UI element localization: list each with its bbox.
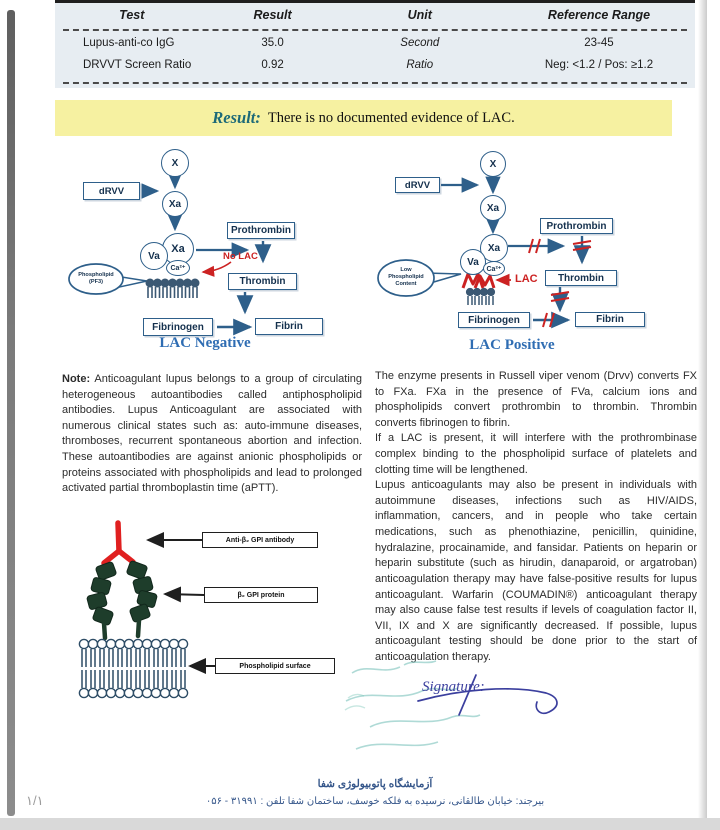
- note-label: Note:: [62, 373, 91, 385]
- phospholipid-bubble-label: Phospholipid (PF3): [78, 272, 114, 285]
- node-prothrombin: Prothrombin: [540, 218, 613, 234]
- result-banner-text: There is no documented evidence of LAC.: [267, 109, 515, 126]
- lac-negative-title: LAC Negative: [159, 335, 251, 351]
- scan-edge-left: [7, 10, 15, 816]
- cell-test: Lupus-anti-co IgG: [83, 37, 175, 49]
- cell-unit: Second: [400, 37, 440, 49]
- gpi-antibody-diagram: [60, 520, 370, 720]
- header-divider: [63, 29, 687, 31]
- lac-label: LAC: [515, 273, 538, 285]
- node-prothrombin: Prothrombin: [227, 222, 295, 239]
- cell-range: Neg: <1.2 / Pos: ≥1.2: [544, 59, 654, 71]
- column-header-result: Result: [253, 8, 292, 22]
- lac-negative-diagram: [55, 143, 370, 365]
- lab-address-footer: بیرجند: خیابان طالقانی، نرسیده به فلکه خوسف، ساختمان شفا تلفن : ۳۱۹۹۱ - ۰۵۶: [205, 796, 545, 807]
- table-header-row: [55, 8, 695, 22]
- lac-positive-title: LAC Positive: [469, 337, 555, 353]
- scan-edge-bottom: [0, 818, 720, 830]
- discussion-paragraph: If a LAC is present, it will interfere with the prothrombinase complex binding to the phospholipid surface of platelets and clotting time will be lengthened.: [375, 432, 697, 476]
- node-calcium: Ca²⁺: [483, 261, 505, 276]
- node-fibrinogen: Fibrinogen: [143, 318, 213, 336]
- node-fibrin: Fibrin: [575, 312, 645, 327]
- signature-area: [340, 655, 620, 765]
- low-phospholipid-bubble-label: Low Phospholipid Content: [388, 267, 424, 287]
- table-row: [55, 59, 695, 71]
- cell-unit: Ratio: [406, 59, 434, 71]
- node-fibrin: Fibrin: [255, 318, 323, 335]
- discussion-paragraph: The enzyme presents in Russell viper venom (Drvv) converts FX to FXa. FXa in the presence of FVa, calcium ions and phospholipids convert prothrombin to thrombin. Thrombin converts fibrinogen to fibrin.: [375, 370, 697, 429]
- result-banner-label: Result:: [212, 108, 261, 127]
- node-factor-xa-complex: Xa: [162, 233, 194, 265]
- signature-label: Signature:: [422, 679, 485, 695]
- node-factor-va: Va: [460, 249, 486, 275]
- lab-name-footer: آزمایشگاه پاتوبیولوژی شفا: [317, 778, 433, 790]
- table-row: [55, 37, 695, 49]
- node-thrombin: Thrombin: [545, 270, 617, 286]
- node-calcium: Ca²⁺: [166, 260, 190, 276]
- column-header-unit: Unit: [407, 8, 432, 22]
- results-table: [55, 0, 695, 88]
- lac-positive-diagram: [375, 143, 705, 365]
- result-banner: [55, 100, 672, 136]
- b2-gpi-protein-label: β₂ GPI protein: [204, 587, 318, 603]
- node-factor-xa: Xa: [162, 191, 188, 217]
- node-factor-x: X: [480, 151, 506, 177]
- node-factor-xa: Xa: [480, 195, 506, 221]
- node-thrombin: Thrombin: [228, 273, 297, 290]
- column-header-reference-range: Reference Range: [547, 8, 651, 22]
- node-drvv: dRVV: [395, 177, 440, 193]
- node-factor-xa-complex: Xa: [480, 234, 508, 262]
- phospholipid-surface-label: Phospholipid surface: [215, 658, 335, 674]
- discussion-paragraph: Lupus anticoagulants may also be present in individuals with autoimmune diseases, infections such as HIV/AIDS, inflammation, cancers, and in people who take certain medications, such as phenothiazine, penicillin, quinidine, hydralazine, procainamide, and fansidar. Patients on heparin or heparin substitute (such as hirudin, danaparoid, or argatroban) anticoagulation therapy may have false-positive results for lupus anticoagulant. Warfarin (COUMADIN®) anticoagulant therapy may also cause false test results if levels of coagulation factor II, VII, IX and X are significantly decreased. If possible, lupus anticoagulant testing should be done prior to the start of anticoagulation therapy.: [375, 479, 697, 663]
- signature-graphics: [340, 655, 620, 765]
- discussion-text: [375, 369, 697, 666]
- cell-test: DRVVT Screen Ratio: [83, 59, 192, 71]
- cell-result: 35.0: [261, 37, 284, 49]
- note-paragraph: [62, 372, 362, 497]
- cell-result: 0.92: [261, 59, 284, 71]
- column-header-test: Test: [119, 8, 145, 22]
- node-fibrinogen: Fibrinogen: [458, 312, 530, 328]
- node-drvv: dRVV: [83, 182, 140, 200]
- anti-b2-gpi-antibody-label: Anti-β₂ GPI antibody: [202, 532, 318, 548]
- cell-range: 23-45: [584, 37, 614, 49]
- gpi-diagram-graphics: [60, 520, 370, 720]
- no-lac-label: No LAC: [223, 251, 258, 262]
- page-number: ۱/۱: [26, 793, 44, 808]
- table-bottom-divider: [63, 82, 687, 84]
- node-factor-va: Va: [140, 242, 168, 270]
- scan-edge-right: [698, 0, 707, 818]
- node-factor-x: X: [161, 149, 189, 177]
- note-body: Anticoagulant lupus belongs to a group of circulating heterogeneous autoantibodies called antiphospholipid antibodies. Lupus Anticoagulant are associated with numerous clinical states such as: auto-immune diseases, thromboses, recurrent spontaneous abortion and infection. These autoantibodies are against anionic phospholipids or proteins associated with phospholipids and lead to prolonged activated partial thromboplastin time (aPTT).: [62, 373, 362, 495]
